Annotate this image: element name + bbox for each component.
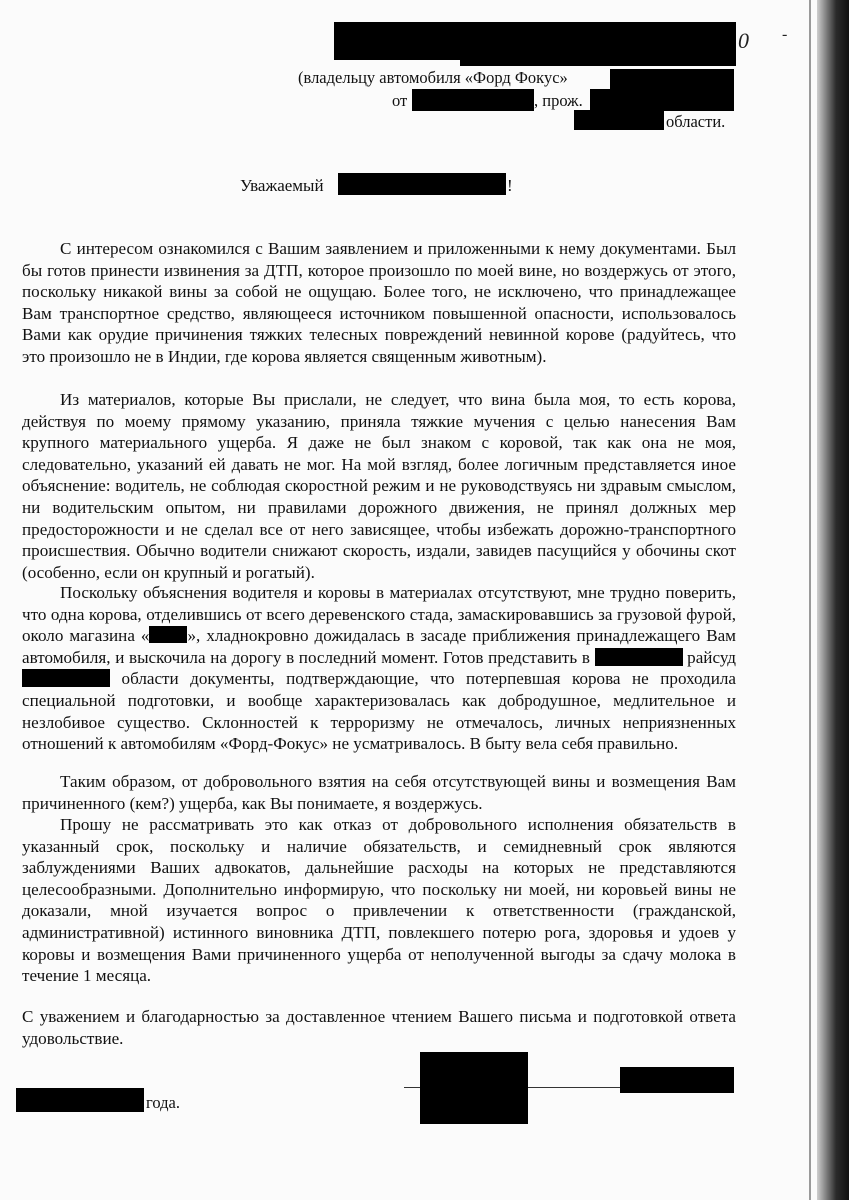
redacted-court-city [595,648,683,666]
owner-line: (владельцу автомобиля «Форд Фокус» [298,68,568,87]
closing-paragraph: С уважением и благодарностью за доставленное чтением Вашего письма и подготовкой ответа удовольствие. [22,1007,736,1048]
scan-edge-line [809,0,811,1200]
paragraph-1: С интересом ознакомился с Вашим заявлением и приложенными к нему документами. Был бы готов принести извинения за ДТП, которое произошло по моей вине, но воздержусь от этого, поскольку никакой вины за собой не ощущаю. Более того, не исключено, что принадлежащее Вам транспортное средство, являющееся источником повышенной опасности, использовалось Вами как орудие причинения тяжких телесных повреждений невинной корове (радуйтесь, что это произошло не в Индии, где корова является священным животным). [22,239,736,366]
paragraph-3 [22,582,736,755]
redacted-shop-name [149,626,187,643]
residence-label: , прож. [534,91,583,110]
paragraph-3-part-d: области документы, подтверждающие, что потерпевшая корова не проходила специальной подготовки, и вообще характеризовалась как добродушное, медлительное и незлобивое существо. Склонностей к терроризму не отмечалось, личных неприязненных отношений к автомобилям «Форд-Фокус» не усматривалось. В быту вела себя правильно. [22,669,736,754]
signature-line-right [528,1087,620,1088]
redacted-region [574,110,664,130]
paragraph-3-part-b: », хладнокровно дожидалась в засаде приближения принадлежащего Вам автомобиля, и выскочила на дорогу в последний момент. Готов представить в [22,626,737,667]
redacted-district [22,669,110,687]
paragraph-3-part-a: Поскольку объяснения водителя и коровы в материалах отсутствуют, мне трудно поверить, что одна корова, отделившись от всего деревенского стада, замаскировавшись за грузовой фурой, около магазина « [22,583,736,646]
redacted-date [16,1088,144,1112]
region-label: области. [666,112,726,131]
scan-artifact-dash: - [782,26,788,43]
greeting-suffix: ! [507,176,513,195]
signature-line-left [404,1087,420,1088]
paragraph-5: Прошу не рассматривать это как отказ от добровольного исполнения обязательств в указанный срок, поскольку и наличие обязательств, и семидневный срок являются заблуждениями Ваших адвокатов, дальнейшие расходы на которых не представляются целесообразными. Дополнительно информирую, что поскольку ни моей, ни коровьей вины не доказали, мной изучается вопрос о привлечении к ответственности (гражданской, административной) истинного виновника ДТП, повлекшего потерю рога, здоровья и удоев у коровы и возмещения Вами причиненного ущерба от неполученной выгоды за сдачу молока в течение 1 месяца. [22,815,736,986]
redacted-owner-name [610,69,734,89]
redacted-sender-name [412,89,534,111]
greeting-prefix: Уважаемый [240,176,324,195]
redacted-signature [420,1052,528,1124]
scan-edge-shadow [817,0,849,1200]
paragraph-2: Из материалов, которые Вы прислали, не следует, что вина была моя, то есть корова, действуя по моему прямому указанию, приняла тяжкие мучения с целью нанесения Вам крупного материального ущерба. Я даже не был знаком с коровой, так как она не моя, следовательно, указаний ей давать не мог. На мой взгляд, более логичным представляется иное объяснение: водитель, не соблюдая скоростной режим и не руководствуясь ни здравым смыслом, ни водительским опытом, ни правилами дорожного движения, не принял должных мер предосторожности и не сделал все от него зависящее, чтобы избежать дорожно-транспортного происшествия. Обычно водители снижают скорость, издали, завидев пасущийся у обочины скот (особенно, если он крупный и рогатый). [22,390,736,582]
scan-artifact-mark: 0 [738,28,749,53]
from-label: от [392,91,408,110]
redacted-signer-name [620,1067,734,1093]
redacted-greeting-name [338,173,506,195]
redacted-recipient-name-2 [460,40,736,66]
redacted-residence [590,89,734,111]
paragraph-3-part-c: райсуд [687,647,736,667]
paragraph-4: Таким образом, от добровольного взятия на себя отсутствующей вины и возмещения Вам причиненного (кем?) ущерба, как Вы понимаете, я воздержусь. [22,772,736,813]
date-suffix: года. [146,1093,180,1112]
